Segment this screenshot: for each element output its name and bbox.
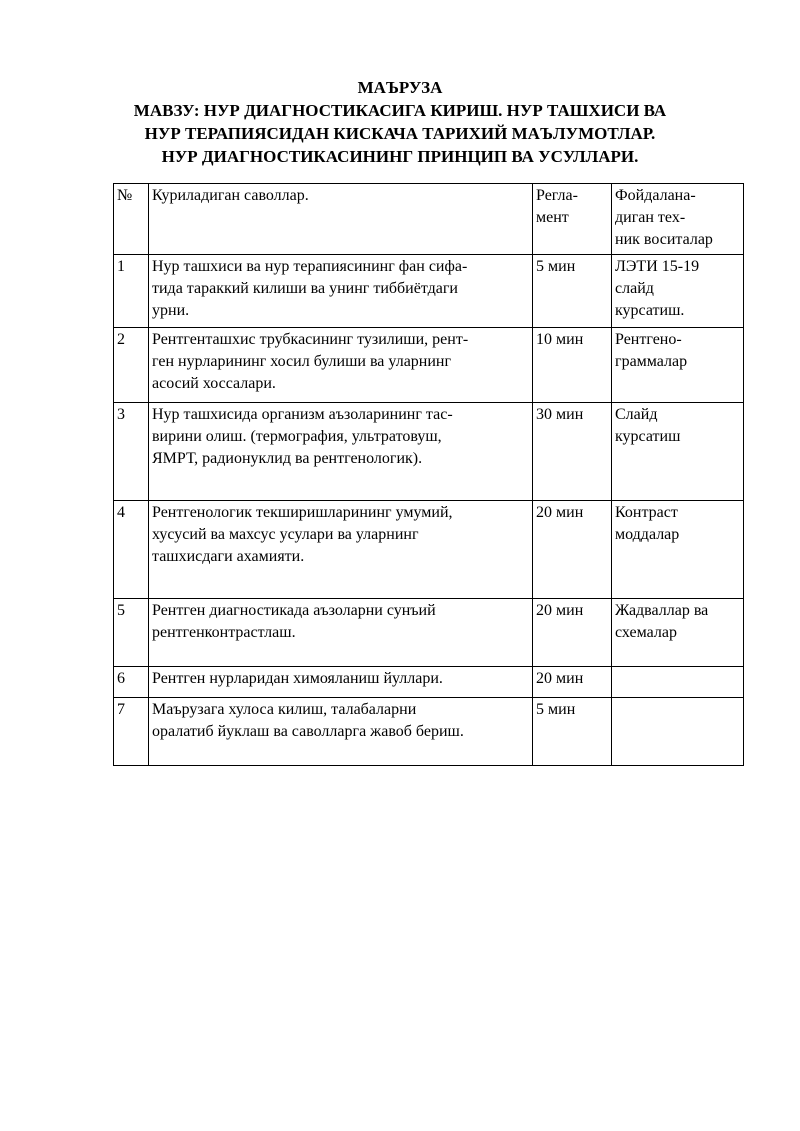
row-time: 5 мин: [533, 698, 612, 766]
row-question: Нур ташхисида организм аъзоларининг тас- вирини олиш. (термография, ультратовуш, ЯМРТ, радионуклид ва рентгенологик).: [149, 403, 533, 501]
table-header-row: [114, 184, 744, 255]
header-time: Регла- мент: [533, 184, 612, 255]
row-tools: Слайд курсатиш: [612, 403, 744, 501]
row-time: 20 мин: [533, 501, 612, 599]
row-tools: [612, 667, 744, 698]
table-row: [114, 501, 744, 599]
title-line: МАЪРУЗА: [357, 78, 443, 97]
title-line: НУР ДИАГНОСТИКАСИНИНГ ПРИНЦИП ВА УСУЛЛАРИ.: [161, 147, 639, 166]
table-row: [114, 599, 744, 667]
row-time: 20 мин: [533, 667, 612, 698]
title-line: МАВЗУ: НУР ДИАГНОСТИКАСИГА КИРИШ. НУР ТАШХИСИ ВА: [133, 101, 667, 120]
row-num: 4: [114, 501, 149, 599]
table-row: [114, 328, 744, 403]
row-question: Рентген нурларидан химояланиш йуллари.: [149, 667, 533, 698]
row-time: 20 мин: [533, 599, 612, 667]
row-time: 30 мин: [533, 403, 612, 501]
table-row: [114, 698, 744, 766]
header-tools: Фойдалана- диган тех- ник воситалар: [612, 184, 744, 255]
table-row: [114, 667, 744, 698]
row-tools: Рентгено- граммалар: [612, 328, 744, 403]
row-question: Рентгенташхис трубкасининг тузилиши, рент- ген нурларининг хосил булиши ва уларнинг асосий хоссалари.: [149, 328, 533, 403]
title-line: НУР ТЕРАПИЯСИДАН КИСКАЧА ТАРИХИЙ МАЪЛУМОТЛАР.: [144, 124, 656, 143]
row-num: 3: [114, 403, 149, 501]
header-question: Куриладиган саволлар.: [149, 184, 533, 255]
row-num: 6: [114, 667, 149, 698]
document-title: [60, 76, 740, 168]
row-question: Рентген диагностикада аъзоларни сунъий рентгенконтрастлаш.: [149, 599, 533, 667]
row-question: Нур ташхиси ва нур терапиясининг фан сифа- тида тараккий килиши ва унинг тиббиётдаги урни.: [149, 255, 533, 328]
table-row: [114, 403, 744, 501]
lecture-plan-table: [113, 183, 744, 766]
row-question: Маърузага хулоса килиш, талабаларни оралатиб йуклаш ва саволларга жавоб бериш.: [149, 698, 533, 766]
row-tools: Жадваллар ва схемалар: [612, 599, 744, 667]
row-num: 5: [114, 599, 149, 667]
row-time: 10 мин: [533, 328, 612, 403]
header-num: №: [114, 184, 149, 255]
row-num: 1: [114, 255, 149, 328]
table-row: [114, 255, 744, 328]
row-time: 5 мин: [533, 255, 612, 328]
row-tools: Контраст моддалар: [612, 501, 744, 599]
row-tools: ЛЭТИ 15-19 слайд курсатиш.: [612, 255, 744, 328]
row-tools: [612, 698, 744, 766]
row-num: 2: [114, 328, 149, 403]
row-num: 7: [114, 698, 149, 766]
row-question: Рентгенологик текширишларининг умумий, хусусий ва махсус усулари ва уларнинг ташхисдаги ахамияти.: [149, 501, 533, 599]
